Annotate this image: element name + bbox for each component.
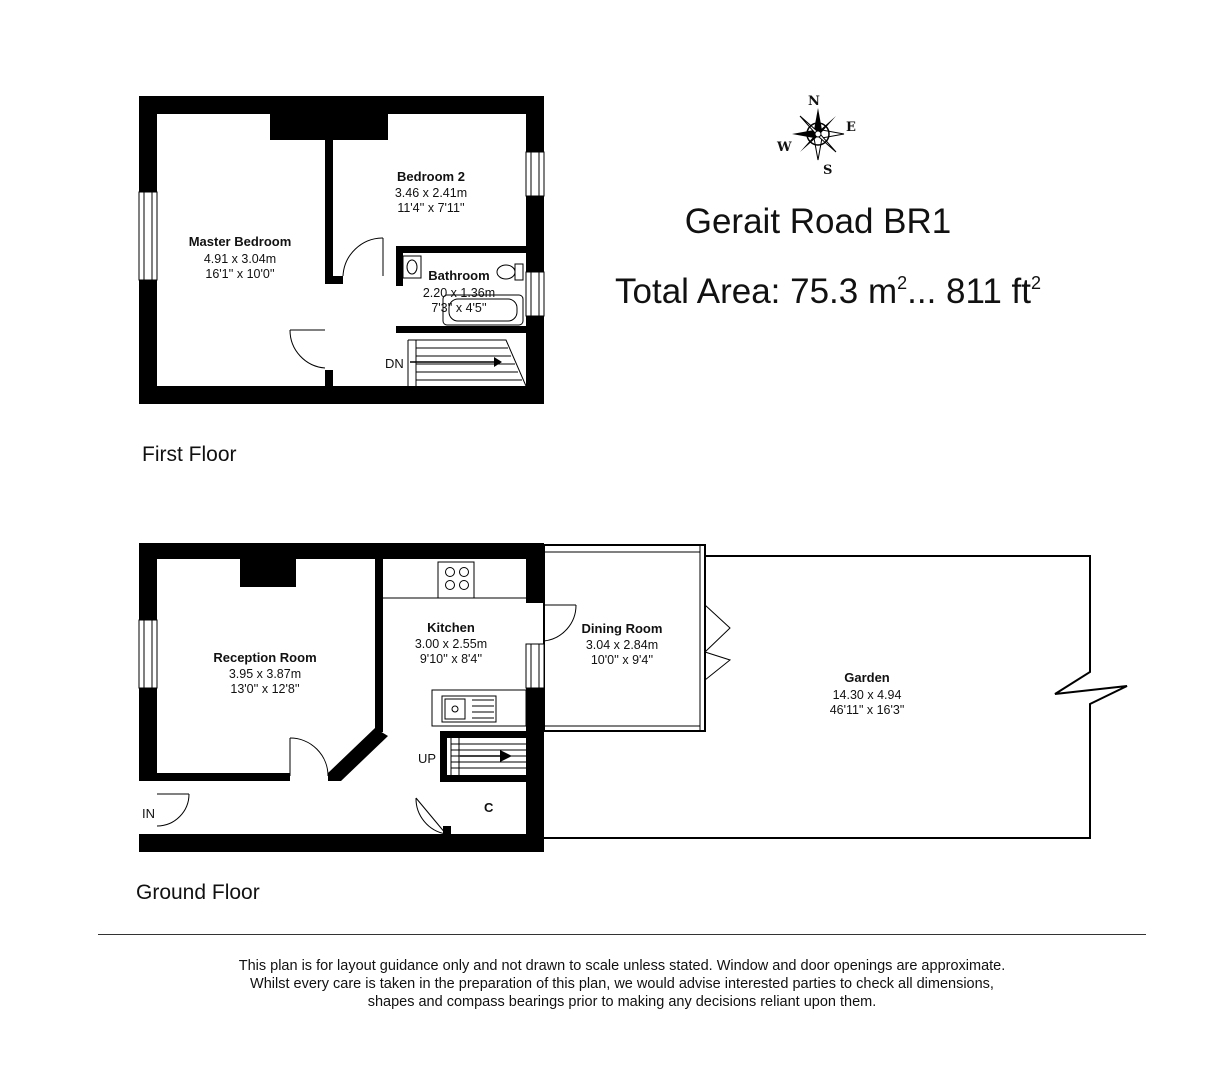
dining-metric: 3.04 x 2.84m bbox=[585, 638, 659, 652]
divider bbox=[98, 934, 1146, 935]
master-bedroom-imperial: 16'1'' x 10'0'' bbox=[205, 267, 275, 281]
compass-north: N bbox=[808, 94, 820, 109]
compass-east: E bbox=[846, 120, 856, 135]
first-floor-plan bbox=[139, 96, 544, 404]
first-floor-label: First Floor bbox=[142, 443, 237, 466]
disclaimer-line-2: Whilst every care is taken in the preparation of this plan, we would advise interested parties to check all dimensions, bbox=[250, 976, 994, 992]
bedroom2-imperial: 11'4'' x 7'11'' bbox=[397, 201, 465, 215]
entrance-label: IN bbox=[142, 806, 155, 821]
reception-imperial: 13'0'' x 12'8'' bbox=[230, 682, 300, 696]
ground-floor-label: Ground Floor bbox=[136, 881, 260, 904]
disclaimer-line-1: This plan is for layout guidance only and not drawn to scale unless stated. Window and door openings are approximate. bbox=[238, 958, 1006, 974]
compass-south: S bbox=[823, 163, 833, 178]
bathroom-metric: 2.20 x 1.36m bbox=[422, 286, 496, 300]
garden-metric: 14.30 x 4.94 bbox=[832, 688, 902, 702]
compass-west: W bbox=[777, 140, 792, 155]
garden-imperial: 46'11" x 16'3" bbox=[829, 703, 905, 717]
master-bedroom-name: Master Bedroom bbox=[188, 234, 292, 249]
reception-name: Reception Room bbox=[213, 650, 317, 665]
ground-floor-plan bbox=[139, 543, 1127, 852]
stairs-up-label: UP bbox=[418, 751, 437, 766]
kitchen-imperial: 9'10'' x 8'4'' bbox=[419, 652, 483, 666]
total-area-sup-metric: 2 bbox=[897, 273, 908, 293]
ground-floor-stairs bbox=[447, 738, 526, 775]
compass-icon bbox=[776, 94, 856, 178]
kitchen-name: Kitchen bbox=[427, 620, 475, 635]
bedroom2-metric: 3.46 x 2.41m bbox=[394, 186, 468, 200]
garden-name: Garden bbox=[844, 670, 890, 685]
stairs-down-label: DN bbox=[385, 356, 404, 371]
first-floor-stairs bbox=[408, 340, 526, 386]
total-area-metric: Total Area: 75.3 m bbox=[615, 272, 898, 311]
disclaimer bbox=[98, 957, 1146, 1011]
total-area-imperial: ... 811 ft bbox=[907, 272, 1031, 311]
property-address: Gerait Road BR1 bbox=[684, 202, 952, 241]
reception-metric: 3.95 x 3.87m bbox=[228, 667, 302, 681]
dining-name: Dining Room bbox=[581, 621, 663, 636]
kitchen-metric: 3.00 x 2.55m bbox=[414, 637, 488, 651]
total-area bbox=[615, 272, 1041, 311]
bathroom-name: Bathroom bbox=[428, 268, 490, 283]
total-area-sup-imperial: 2 bbox=[1031, 273, 1042, 293]
disclaimer-line-3: shapes and compass bearings prior to making any decisions reliant upon them. bbox=[367, 994, 877, 1010]
bathroom-imperial: 7'3'' x 4'5'' bbox=[431, 301, 487, 315]
bedroom2-name: Bedroom 2 bbox=[397, 169, 465, 184]
master-bedroom-metric: 4.91 x 3.04m bbox=[203, 252, 277, 266]
cupboard-label: C bbox=[484, 800, 494, 815]
dining-imperial: 10'0'' x 9'4'' bbox=[590, 653, 654, 667]
